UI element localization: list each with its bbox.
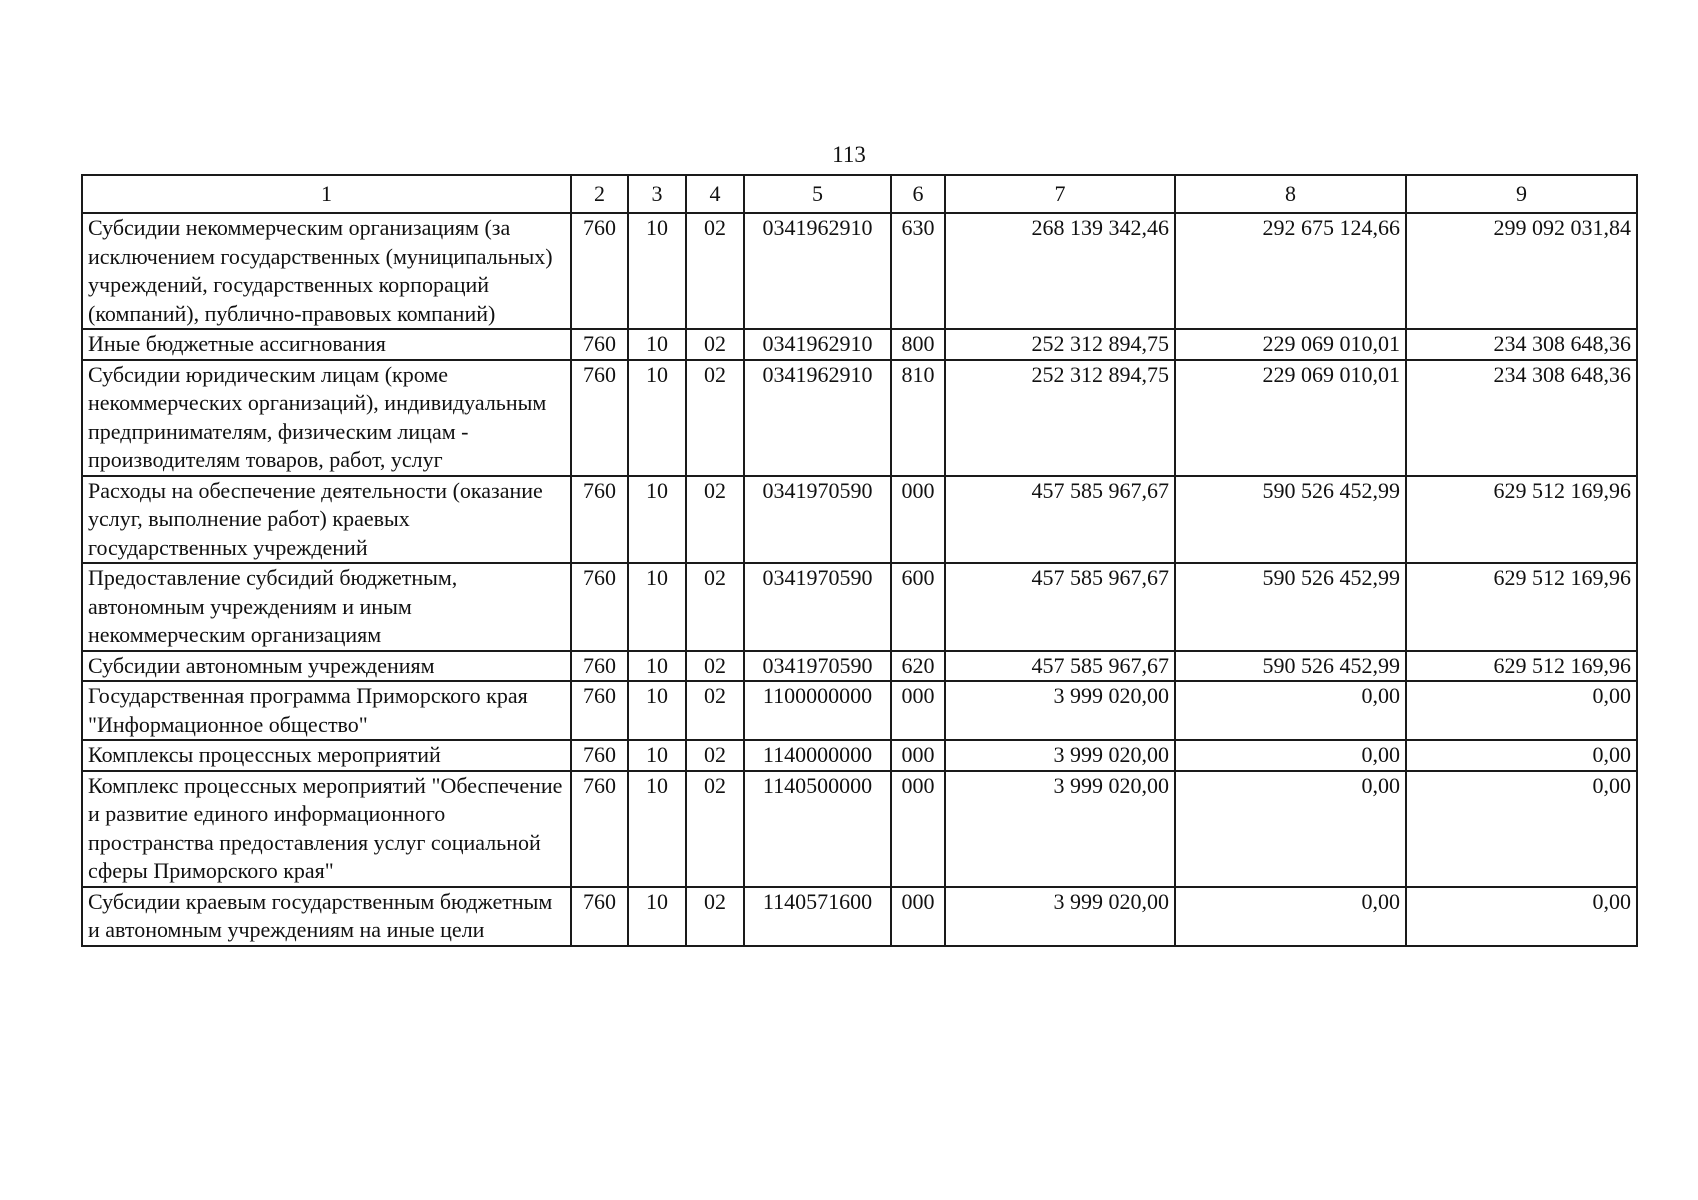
target-article-code: 0341970590	[744, 563, 891, 651]
target-article-code: 0341970590	[744, 651, 891, 682]
admin-code: 760	[571, 329, 628, 360]
admin-code: 760	[571, 213, 628, 329]
expense-type-code: 620	[891, 651, 945, 682]
row-name: Комплексы процессных мероприятий	[82, 740, 571, 771]
target-article-code: 0341962910	[744, 213, 891, 329]
admin-code: 760	[571, 771, 628, 887]
target-article-code: 1140500000	[744, 771, 891, 887]
target-article-code: 0341962910	[744, 360, 891, 476]
subsection-code: 02	[686, 563, 744, 651]
amount-col-8: 229 069 010,01	[1175, 360, 1406, 476]
subsection-code: 02	[686, 681, 744, 740]
amount-col-9: 629 512 169,96	[1406, 476, 1637, 564]
amount-col-9: 299 092 031,84	[1406, 213, 1637, 329]
admin-code: 760	[571, 740, 628, 771]
section-code: 10	[628, 360, 686, 476]
subsection-code: 02	[686, 771, 744, 887]
section-code: 10	[628, 771, 686, 887]
target-article-code: 1140571600	[744, 887, 891, 946]
table-row	[82, 887, 1637, 946]
expense-type-code: 000	[891, 740, 945, 771]
subsection-code: 02	[686, 651, 744, 682]
amount-col-9: 0,00	[1406, 740, 1637, 771]
amount-col-7: 268 139 342,46	[945, 213, 1175, 329]
amount-col-8: 590 526 452,99	[1175, 651, 1406, 682]
table-row	[82, 563, 1637, 651]
amount-col-8: 590 526 452,99	[1175, 563, 1406, 651]
table-row	[82, 360, 1637, 476]
column-header: 7	[945, 175, 1175, 213]
amount-col-8: 590 526 452,99	[1175, 476, 1406, 564]
section-code: 10	[628, 563, 686, 651]
row-name: Расходы на обеспечение деятельности (оказание услуг, выполнение работ) краевых государственных учреждений	[82, 476, 571, 564]
row-name: Субсидии некоммерческим организациям (за исключением государственных (муниципальных) учреждений, государственных корпораций (компаний), публично-правовых компаний)	[82, 213, 571, 329]
column-header: 3	[628, 175, 686, 213]
amount-col-7: 3 999 020,00	[945, 740, 1175, 771]
amount-col-9: 0,00	[1406, 681, 1637, 740]
admin-code: 760	[571, 476, 628, 564]
amount-col-8: 0,00	[1175, 771, 1406, 887]
expense-type-code: 000	[891, 887, 945, 946]
amount-col-7: 3 999 020,00	[945, 887, 1175, 946]
column-header: 9	[1406, 175, 1637, 213]
section-code: 10	[628, 740, 686, 771]
amount-col-8: 0,00	[1175, 681, 1406, 740]
amount-col-7: 252 312 894,75	[945, 329, 1175, 360]
expense-type-code: 000	[891, 681, 945, 740]
table-row	[82, 771, 1637, 887]
table-row	[82, 476, 1637, 564]
expense-type-code: 810	[891, 360, 945, 476]
column-header: 8	[1175, 175, 1406, 213]
section-code: 10	[628, 887, 686, 946]
subsection-code: 02	[686, 360, 744, 476]
row-name: Субсидии краевым государственным бюджетным и автономным учреждениям на иные цели	[82, 887, 571, 946]
section-code: 10	[628, 476, 686, 564]
amount-col-7: 3 999 020,00	[945, 681, 1175, 740]
budget-table	[81, 174, 1638, 947]
row-name: Иные бюджетные ассигнования	[82, 329, 571, 360]
row-name: Субсидии автономным учреждениям	[82, 651, 571, 682]
section-code: 10	[628, 681, 686, 740]
section-code: 10	[628, 213, 686, 329]
subsection-code: 02	[686, 213, 744, 329]
target-article-code: 0341962910	[744, 329, 891, 360]
amount-col-9: 629 512 169,96	[1406, 563, 1637, 651]
table-row	[82, 740, 1637, 771]
column-header: 2	[571, 175, 628, 213]
amount-col-8: 229 069 010,01	[1175, 329, 1406, 360]
table-row	[82, 651, 1637, 682]
row-name: Комплекс процессных мероприятий "Обеспечение и развитие единого информационного пространства предоставления услуг социальной сферы Приморского края"	[82, 771, 571, 887]
subsection-code: 02	[686, 887, 744, 946]
row-name: Государственная программа Приморского края "Информационное общество"	[82, 681, 571, 740]
page-number: 113	[832, 142, 866, 167]
row-name: Предоставление субсидий бюджетным, автономным учреждениям и иным некоммерческим организациям	[82, 563, 571, 651]
amount-col-9: 234 308 648,36	[1406, 329, 1637, 360]
expense-type-code: 000	[891, 771, 945, 887]
amount-col-8: 292 675 124,66	[1175, 213, 1406, 329]
admin-code: 760	[571, 681, 628, 740]
amount-col-8: 0,00	[1175, 887, 1406, 946]
table-row	[82, 329, 1637, 360]
column-header: 5	[744, 175, 891, 213]
admin-code: 760	[571, 563, 628, 651]
subsection-code: 02	[686, 329, 744, 360]
amount-col-7: 457 585 967,67	[945, 476, 1175, 564]
expense-type-code: 800	[891, 329, 945, 360]
target-article-code: 0341970590	[744, 476, 891, 564]
column-header: 6	[891, 175, 945, 213]
expense-type-code: 000	[891, 476, 945, 564]
column-header: 1	[82, 175, 571, 213]
subsection-code: 02	[686, 476, 744, 564]
expense-type-code: 630	[891, 213, 945, 329]
subsection-code: 02	[686, 740, 744, 771]
amount-col-9: 0,00	[1406, 887, 1637, 946]
amount-col-8: 0,00	[1175, 740, 1406, 771]
table-row	[82, 681, 1637, 740]
column-header: 4	[686, 175, 744, 213]
amount-col-9: 0,00	[1406, 771, 1637, 887]
header-row	[82, 175, 1637, 213]
amount-col-9: 234 308 648,36	[1406, 360, 1637, 476]
row-name: Субсидии юридическим лицам (кроме некоммерческих организаций), индивидуальным предпринимателям, физическим лицам - производителям товаров, работ, услуг	[82, 360, 571, 476]
target-article-code: 1140000000	[744, 740, 891, 771]
amount-col-7: 457 585 967,67	[945, 651, 1175, 682]
amount-col-7: 457 585 967,67	[945, 563, 1175, 651]
section-code: 10	[628, 329, 686, 360]
admin-code: 760	[571, 651, 628, 682]
admin-code: 760	[571, 360, 628, 476]
amount-col-9: 629 512 169,96	[1406, 651, 1637, 682]
target-article-code: 1100000000	[744, 681, 891, 740]
section-code: 10	[628, 651, 686, 682]
table-row	[82, 213, 1637, 329]
amount-col-7: 252 312 894,75	[945, 360, 1175, 476]
amount-col-7: 3 999 020,00	[945, 771, 1175, 887]
expense-type-code: 600	[891, 563, 945, 651]
admin-code: 760	[571, 887, 628, 946]
